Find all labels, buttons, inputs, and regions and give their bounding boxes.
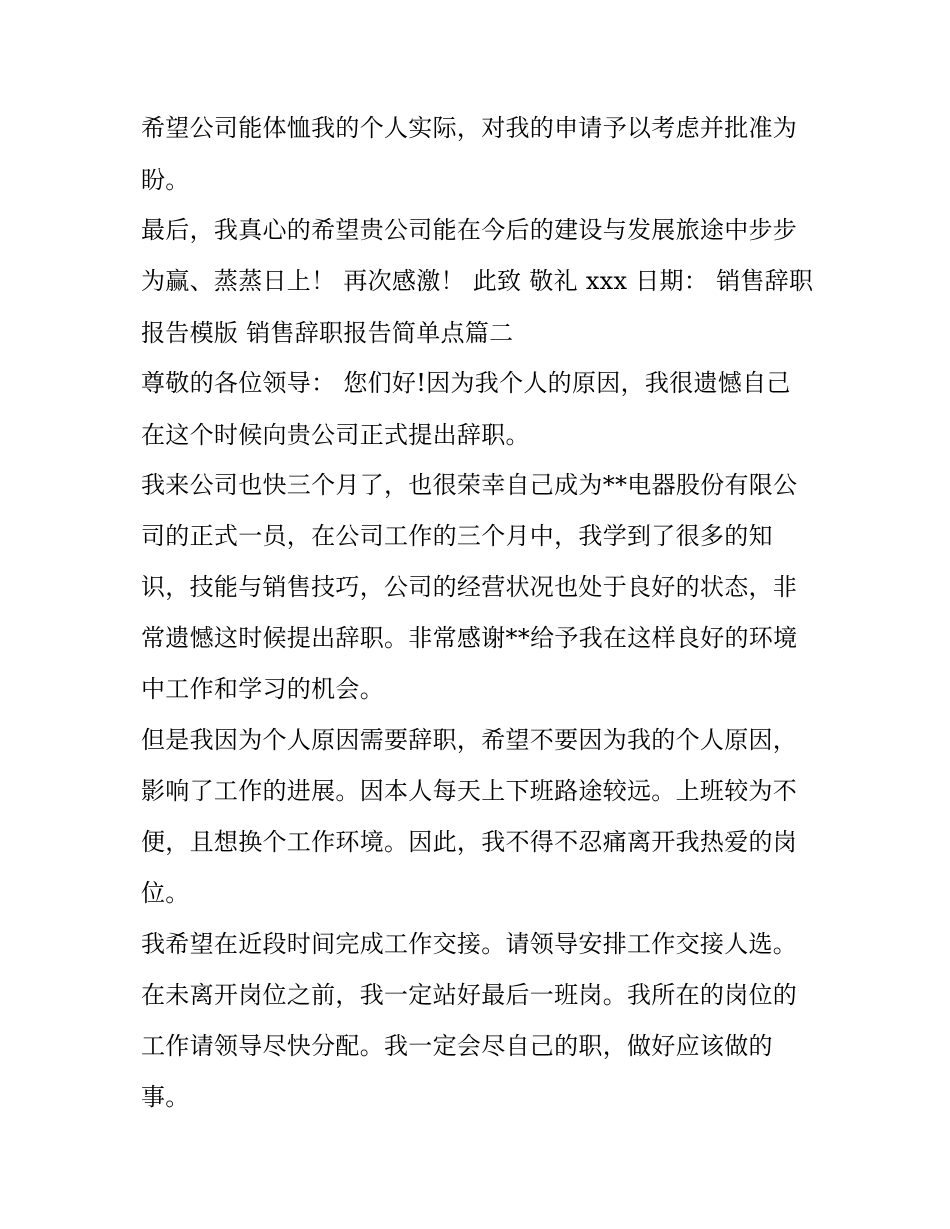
- text-line: 在这个时候向贵公司正式提出辞职。: [141, 421, 530, 449]
- text-line: 司的正式一员，在公司工作的三个月中，我学到了很多的知: [141, 522, 773, 550]
- text-line: 报告模版 销售辞职报告简单点篇二: [141, 319, 514, 347]
- text-line: 我希望在近段时间完成工作交接。请领导安排工作交接人选。: [141, 930, 798, 958]
- text-line: 我来公司也快三个月了，也很荣幸自己成为**电器股份有限公: [141, 471, 798, 499]
- text-line: 影响了工作的进展。因本人每天上下班路途较远。上班较为不: [141, 777, 798, 805]
- text-line: 中工作和学习的机会。: [141, 675, 384, 703]
- text-line: 为赢、蒸蒸日上！ 再次感激！ 此致 敬礼 xxx 日期： 销售辞职: [141, 267, 814, 295]
- text-line: 希望公司能体恤我的个人实际，对我的申请予以考虑并批准为: [141, 114, 798, 142]
- text-line: 识，技能与销售技巧，公司的经营状况也处于良好的状态，非: [141, 573, 798, 601]
- text-line: 常遗憾这时候提出辞职。非常感谢**给予我在这样良好的环境: [141, 624, 798, 652]
- text-line: 便，且想换个工作环境。因此，我不得不忍痛离开我热爱的岗: [141, 828, 798, 856]
- text-line: 在未离开岗位之前，我一定站好最后一班岗。我所在的岗位的: [141, 981, 798, 1009]
- text-line: 工作请领导尽快分配。我一定会尽自己的职，做好应该做的: [141, 1032, 773, 1060]
- text-line: 最后，我真心的希望贵公司能在今后的建设与发展旅途中步步: [141, 216, 798, 244]
- text-line: 事。: [141, 1083, 190, 1111]
- text-line: 盼。: [141, 166, 190, 194]
- text-line: 位。: [141, 879, 190, 907]
- text-line: 但是我因为个人原因需要辞职，希望不要因为我的个人原因，: [141, 726, 798, 754]
- text-line: 尊敬的各位领导： 您们好!因为我个人的原因，我很遗憾自己: [141, 369, 791, 397]
